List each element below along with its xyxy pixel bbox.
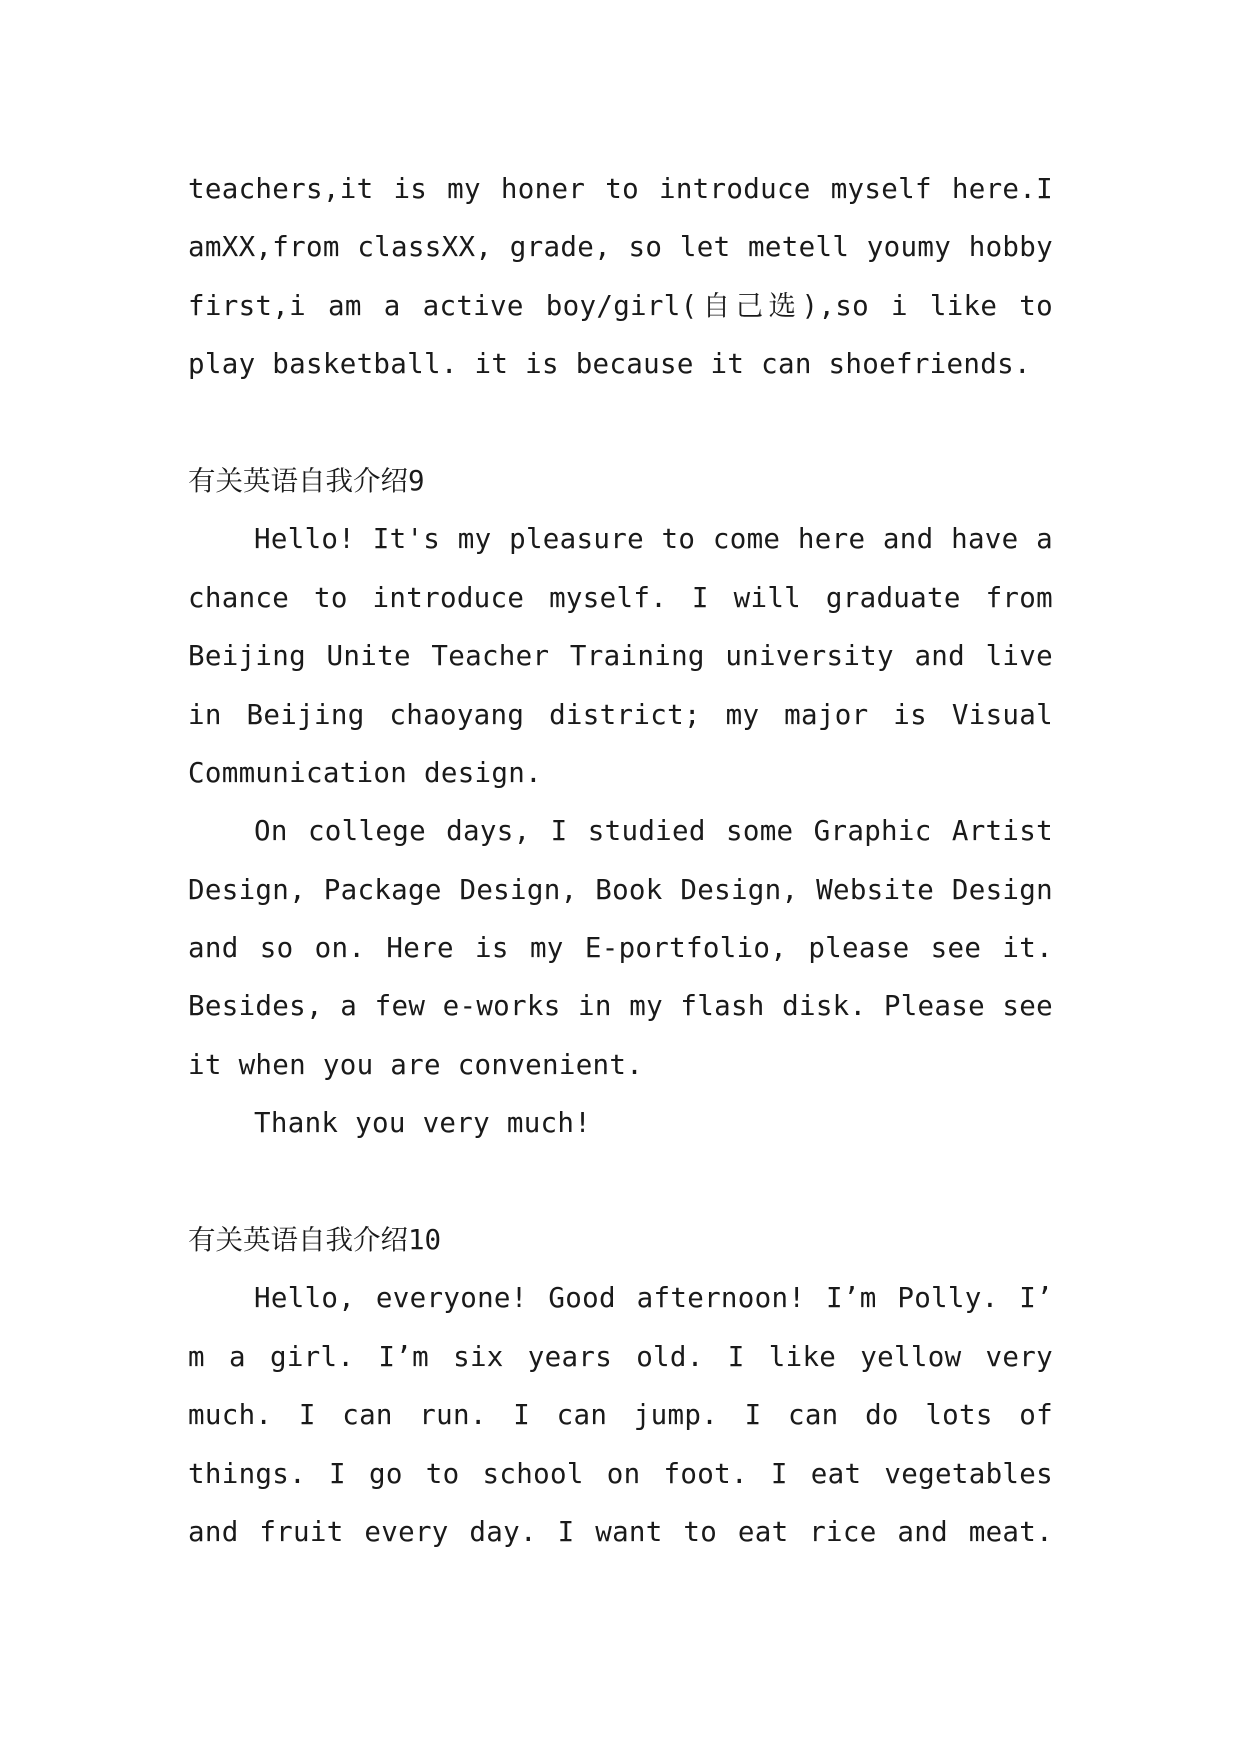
- text-line: it when you are convenient.: [188, 1048, 644, 1081]
- text-line: in Beijing chaoyang district; my major is Visual: [188, 698, 1053, 731]
- text-line: Hello! It's my pleasure to come here and have a: [254, 523, 1053, 556]
- section-heading: 有关英语自我介绍10: [188, 1224, 442, 1257]
- section9-paragraph-1: [188, 510, 1053, 802]
- text-line: Besides, a few e-works in my flash disk. Please see: [188, 990, 1053, 1023]
- text-line: and so on. Here is my E-portfolio, please see it.: [188, 932, 1053, 965]
- text-line: teachers,it is my honer to introduce myself here.I: [188, 173, 1053, 205]
- section9-paragraph-3: [188, 1094, 1053, 1152]
- section-heading: 有关英语自我介绍9: [188, 464, 425, 497]
- section10-paragraph-1: [188, 1269, 1053, 1561]
- text-line: Design, Package Design, Book Design, Website Design: [188, 873, 1053, 906]
- section9-paragraph-2: [188, 802, 1053, 1094]
- document-page: [188, 160, 1053, 1561]
- spacer: [188, 1153, 1053, 1211]
- text-line: much. I can run. I can jump. I can do lots of: [188, 1399, 1053, 1432]
- text-line: Beijing Unite Teacher Training university and live: [188, 640, 1053, 673]
- text-line: Hello, everyone! Good afternoon! I’m Polly. I’: [254, 1282, 1053, 1315]
- intro-paragraph: [188, 160, 1053, 394]
- text-line: amXX,from classXX, grade, so let metell youmy hobby: [188, 231, 1053, 264]
- text-line: play basketball. it is because it can shoefriends.: [188, 348, 1031, 381]
- text-line: things. I go to school on foot. I eat vegetables: [188, 1457, 1053, 1490]
- text-line: first,i am a active boy/girl(自己选),so i like to: [188, 289, 1053, 322]
- text-line: Thank you very much!: [254, 1107, 592, 1140]
- text-line: and fruit every day. I want to eat rice and meat.: [188, 1515, 1053, 1548]
- text-line: Communication design.: [188, 756, 542, 789]
- text-line: On college days, I studied some Graphic Artist: [254, 815, 1053, 848]
- text-line: m a girl. I’m six years old. I like yellow very: [188, 1340, 1053, 1373]
- text-line: chance to introduce myself. I will graduate from: [188, 581, 1053, 614]
- spacer: [188, 394, 1053, 452]
